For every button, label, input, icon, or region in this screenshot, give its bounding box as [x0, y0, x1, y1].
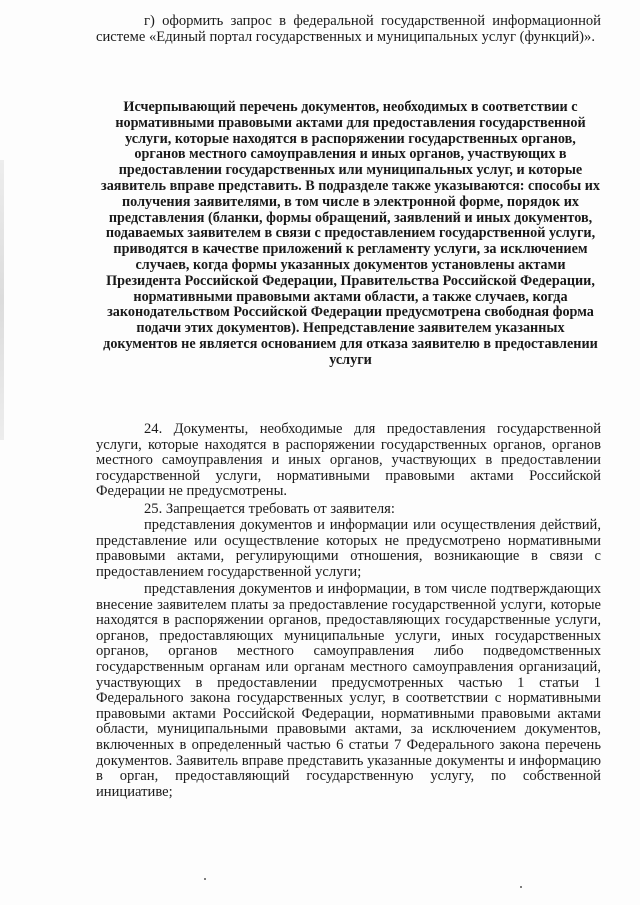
paragraph-24: 24. Документы, необходимые для предоставления государственной услуги, которые находятся в распоряжении государственных органов, органов местного самоуправления и иных органов, участвующих в предоставлении государственной услуги, нормативными правовыми актами Российской Федерации не предусмотрены.	[96, 421, 601, 500]
scan-speck	[204, 878, 206, 880]
paragraph-25: 25. Запрещается требовать от заявителя:	[144, 501, 395, 517]
section-heading: Исчерпывающий перечень документов, необходимых в соответствии с нормативными правовыми актами для предоставления государственной услуги, которые находятся в распоряжении государственных органов, органов местного самоуправления и иных органов, участвующих в предоставлении государственных или муниципальных услуг, и которые заявитель вправе представить. В подразделе также указываются: способы их получения заявителями, в том числе в электронной форме, порядок их представления (бланки, формы обращений, заявлений и иных документов, подаваемых заявителем в связи с предоставлением государственной услуги, приводятся в качестве приложений к регламенту услуги, за исключением случаев, когда формы указанных документов установлены актами Президента Российской Федерации, Правительства Российской Федерации, нормативными правовыми актами области, а также случаев, когда законодательством Российской Федерации предусмотрена свободная форма подачи этих документов). Непредставление заявителем указанных документов не является основанием для отказа заявителю в предоставлении услуги	[101, 99, 600, 368]
scan-margin-shadow	[0, 160, 4, 440]
paragraph-25-item-a: представления документов и информации или осуществления действий, представление или осуществление которых не предусмотрено нормативными правовыми актами, регулирующими отношения, возникающие в связи с предоставлением государственной услуги;	[96, 517, 601, 580]
paragraph-25-item-b: представления документов и информации, в том числе подтверждающих внесение заявителем платы за предоставление государственной услуги, которые находятся в распоряжении органов, предоставляющих государственные услуги, органов, предоставляющих муниципальные услуги, иных государственных органов, органов местного самоуправления либо подведомственных государственным органам или органам местного самоуправления организаций, участвующих в предоставлении предусмотренных частью 1 статьи 1 Федерального закона государственных услуг, в соответствии с нормативными правовыми актами Российской Федерации, нормативными правовыми актами области, муниципальными правовыми актами, за исключением документов, включенных в определенный частью 6 статьи 7 Федерального закона перечень документов. Заявитель вправе представить указанные документы и информацию в орган, предоставляющий государственную услугу, по собственной инициативе;	[96, 581, 601, 800]
item-g-paragraph: г) оформить запрос в федеральной государственной информационной системе «Единый портал государственных и муниципальных услуг (функций)».	[96, 13, 601, 45]
scan-speck	[520, 886, 522, 888]
